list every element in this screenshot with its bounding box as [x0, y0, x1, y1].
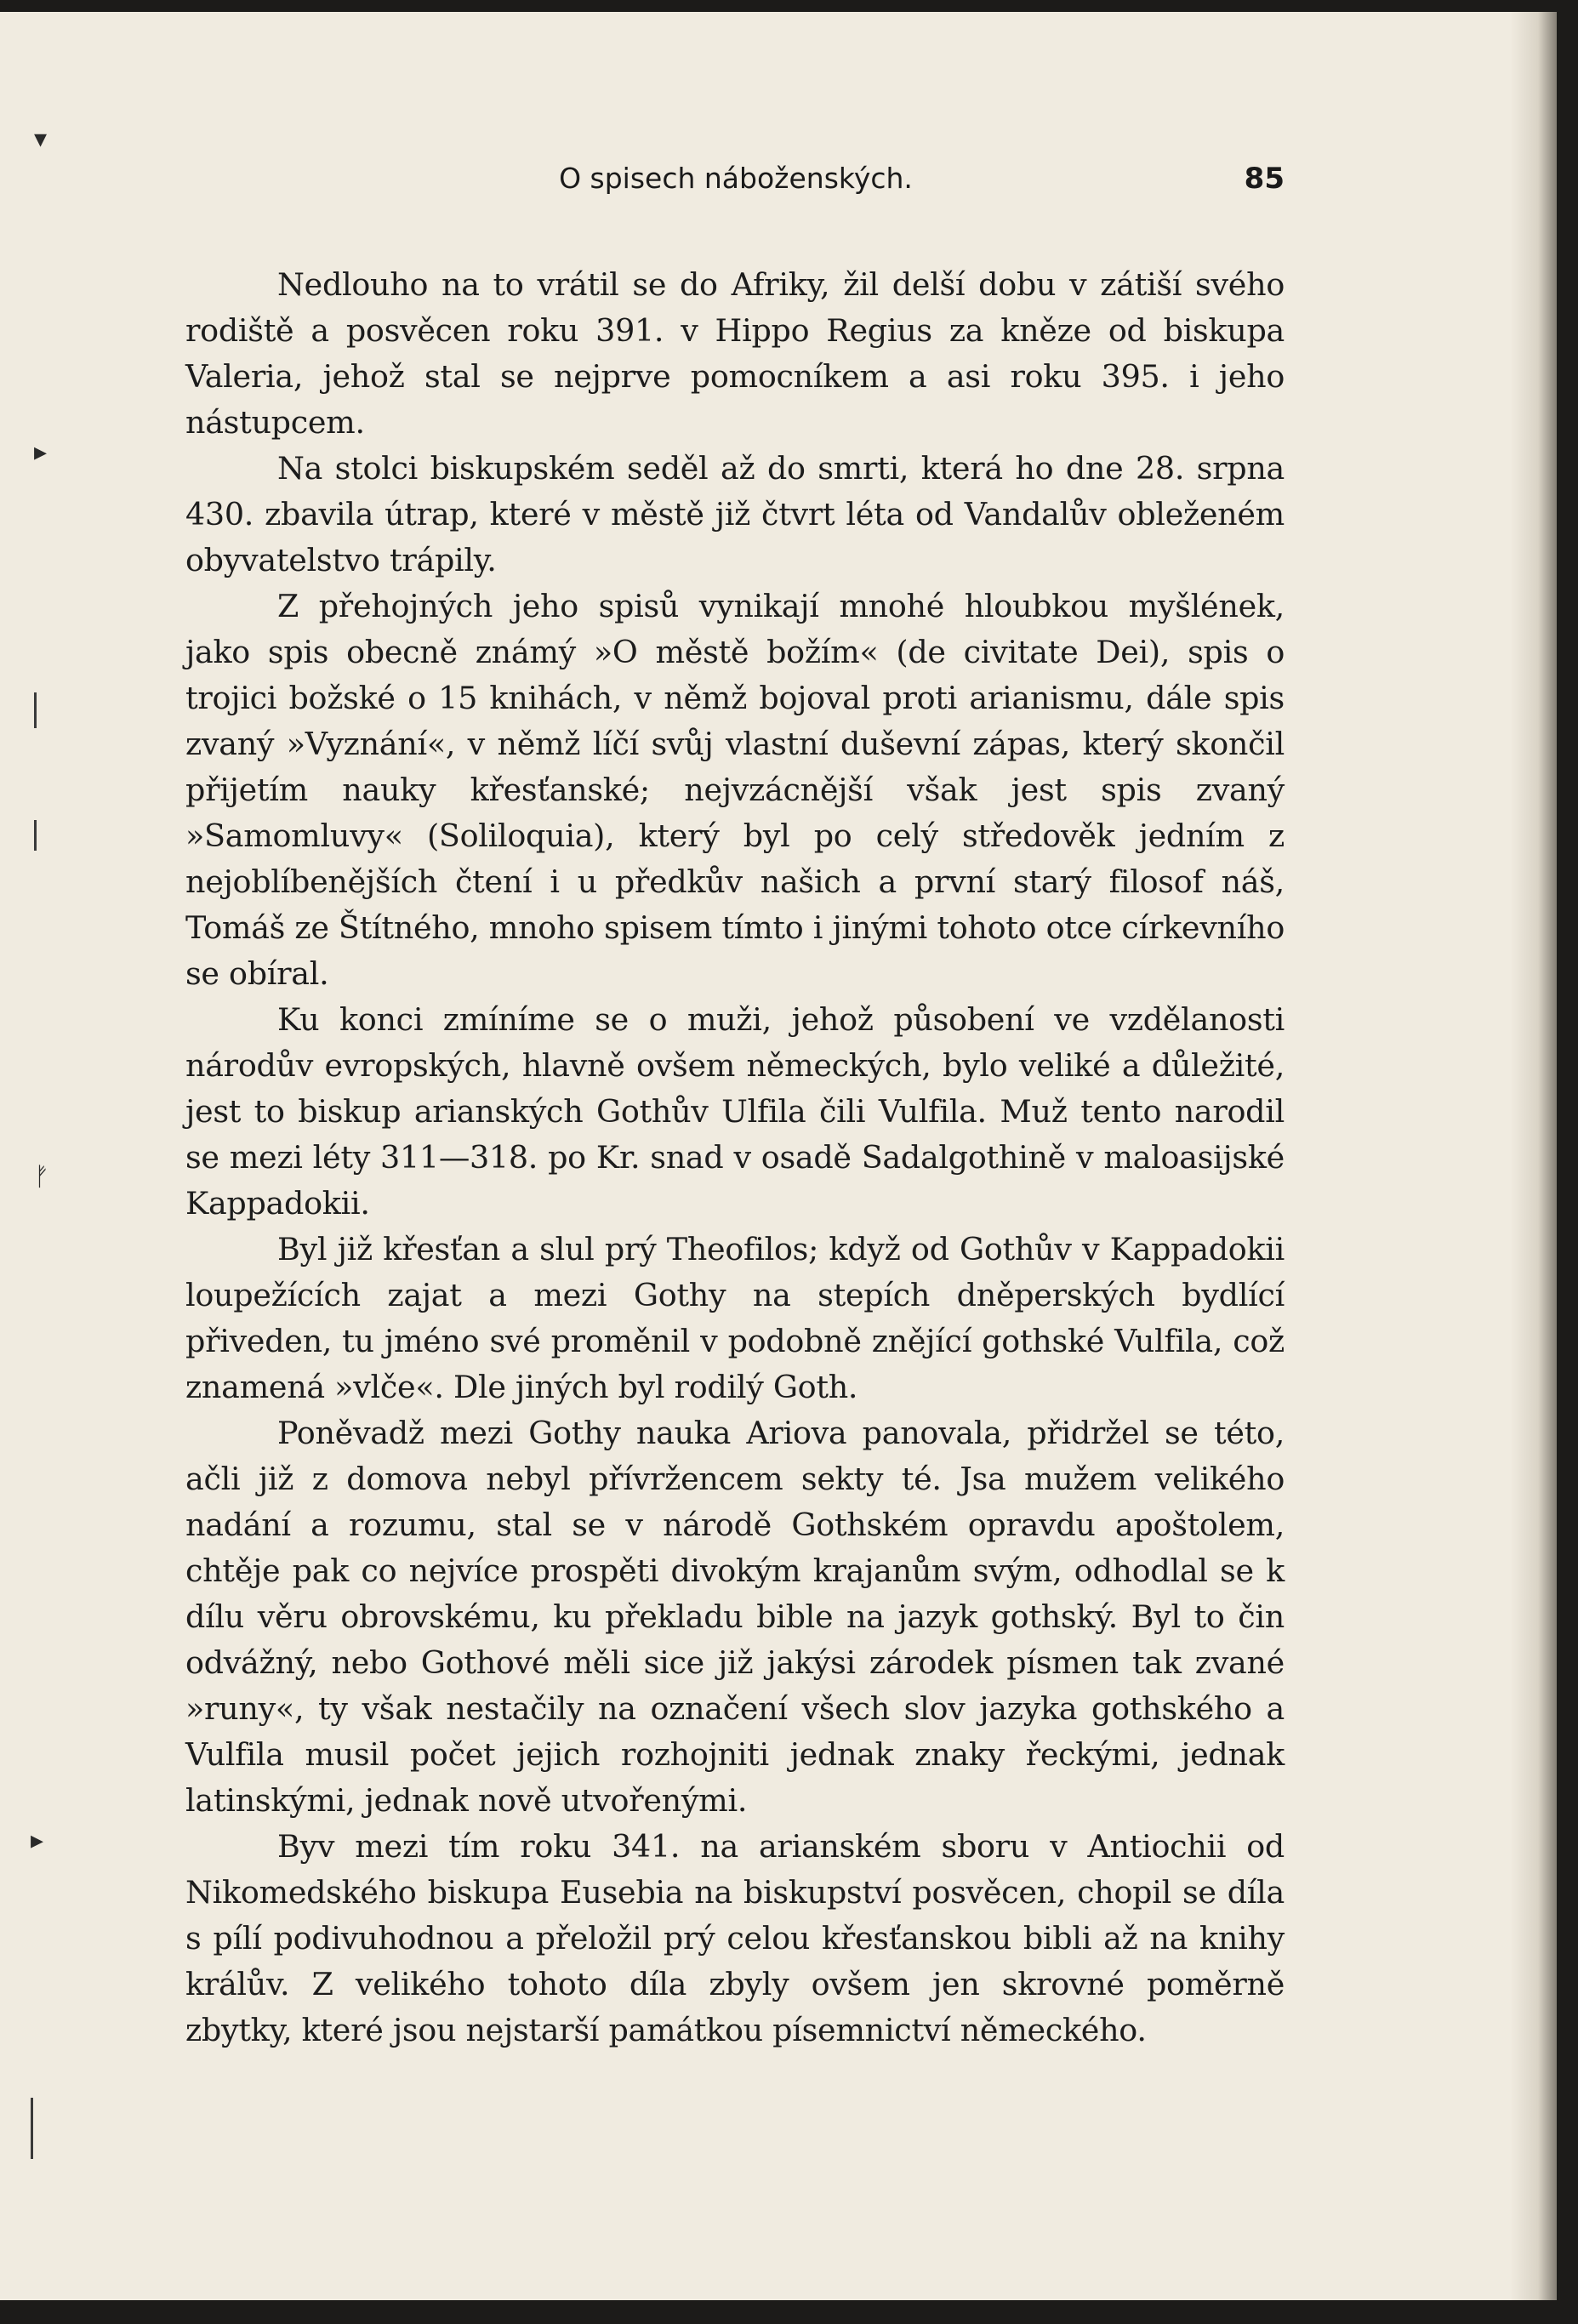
paragraph-6: Poněvadž mezi Gothy nauka Ariova panovala, přidržel se této, ačli již z domova nebyl přívržencem sekty té. Jsa mužem velikého nadání a rozumu, stal se v národě Gothském opravdu apoštolem, chtěje pak co nejvíce prospěti divokým krajanům svým, odhodlal se k dílu věru obrovskému, ku překladu bible na jazyk gothský. Byl to čin odvážný, nebo Gothové měli sice již jakýsi zárodek písmen tak zvané »runy«, ty však nestačily na označení všech slov jazyka gothského a Vulfila musil počet jejich rozhojniti jednak znaky řeckými, jednak latinskými, jednak nově utvořenými. — [185, 1415, 1285, 1819]
paragraph-2: Na stolci biskupském seděl až do smrti, která ho dne 28. srpna 430. zbavila útrap, které v městě již čtvrt léta od Vandalův obleženém obyvatelstvo trápily. — [185, 450, 1285, 578]
paragraph-1: Nedlouho na to vrátil se do Afriky, žil delší dobu v zátiší svého rodiště a posvěcen roku 391. v Hippo Regius za kněze od biskupa Valeria, jehož stal se nejprve pomocníkem a asi roku 395. i jeho nástupcem. — [185, 266, 1285, 441]
margin-mark-hook: ᚠ — [34, 1162, 49, 1192]
paragraph-3: Z přehojných jeho spisů vynikají mnohé hloubkou myšlének, jako spis obecně známý »O městě božím« (de civitate Dei), spis o trojici božské o 15 knihách, v němž bojoval proti arianismu, dále spis zvaný »Vyznání«, v němž líčí svůj vlastní duševní zápas, který skončil přijetím nauky křesťanské; nejvzácnější však jest spis zvaný »Samomluvy« (Soliloquia), který byl po celý středověk jedním z nejoblíbenějších čtení i u předkův našich a první starý filosof náš, Tomáš ze Štítného, mnoho spisem tímto i jinými tohoto otce církevního se obíral. — [185, 588, 1285, 992]
page-number: 85 — [1244, 162, 1285, 196]
page-header — [187, 162, 1285, 213]
margin-rule-2 — [34, 820, 37, 851]
margin-mark-top: ▾ — [34, 124, 48, 154]
paragraph-5: Byl již křesťan a slul prý Theofilos; když od Gothův v Kappadokii loupežících zajat a mezi Gothy na stepích dněperských bydlící přiveden, tu jméno své proměnil v podobně znějící gothské Vulfila, což znamená »vlče«. Dle jiných byl rodilý Goth. — [185, 1231, 1285, 1405]
margin-rule-3 — [31, 2098, 33, 2159]
margin-rule-1 — [34, 692, 37, 728]
book-page — [0, 12, 1557, 2300]
paragraph-7: Byv mezi tím roku 341. na arianském sboru v Antiochii od Nikomedského biskupa Eusebia na biskupství posvěcen, chopil se díla s pílí podivuhodnou a přeložil prý celou křesťanskou bibli až na knihy králův. Z velikého tohoto díla zbyly ovšem jen skrovné poměrně zbytky, které jsou nejstarší památkou písemnictví německého. — [185, 1828, 1285, 2048]
margin-mark-arrow-1: ▸ — [34, 437, 48, 467]
paragraph-4: Ku konci zmíníme se o muži, jehož působení ve vzdělanosti národův evropských, hlavně ovšem německých, bylo veliké a důležité, jest to biskup arianských Gothův Ulfila čili Vulfila. Muž tento narodil se mezi léty 311—318. po Kr. snad v osadě Sadalgothině v maloasijské Kappadokii. — [185, 1001, 1285, 1222]
margin-mark-arrow-2: ▸ — [31, 1826, 44, 1855]
body-text — [185, 262, 1285, 2053]
running-title: O spisech náboženských. — [559, 162, 913, 195]
page-edge-shadow — [1510, 12, 1557, 2300]
